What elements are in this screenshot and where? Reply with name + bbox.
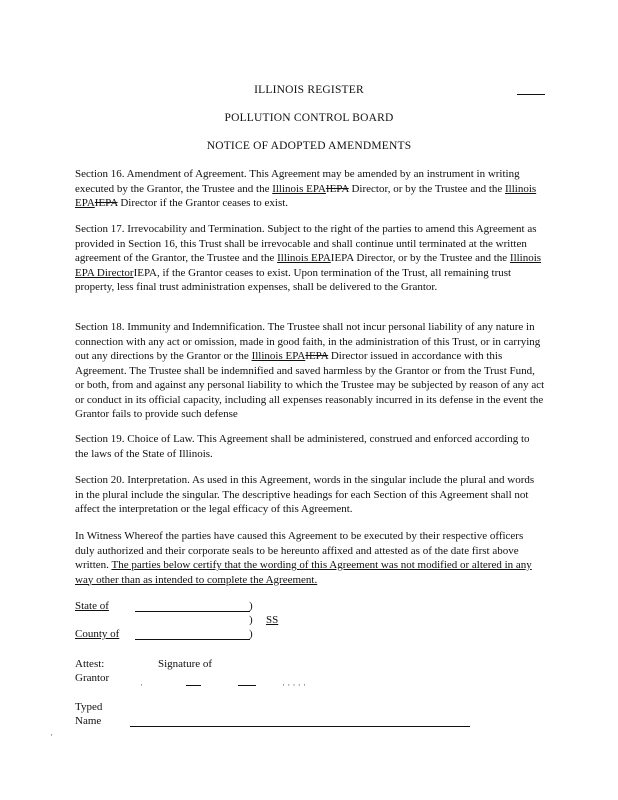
witness-clause: In Witness Whereof the parties have caused this Agreement to be executed by their respective officers duly authorized and their corporate seals to be hereunto affixed and attested as of the date first above written. The parties below certify that the wording of this Agreement was not modified or altered in any way other than as intended to complete the Agreement. xyxy=(75,530,532,586)
name-label: Name xyxy=(75,715,102,727)
margin-dot: · xyxy=(50,730,53,740)
brace-2: ) xyxy=(249,614,253,626)
section-18: Section 18. Immunity and Indemnification. The Trustee shall not incur personal liability of any nature in connection with any act or omission, made in good faith, in the administration of this Trust, or in carrying out any directions by the Grantor or the Illinois EPAIEPA Director issued in accordance with this Agreement. The Trustee shall be indemnified and saved harmless by the Grantor or from the Trust Fund, or both, from and against any personal liability to which the Trustee may be subjected by reason of any act or conduct in its official capacity, including all expenses reasonably incurred in its defense in the event the Grantor fails to provide such defense xyxy=(75,321,545,420)
state-of-label: State of xyxy=(75,600,109,612)
section-19: Section 19. Choice of Law. This Agreement shall be administered, construed and enforced according to the laws of the State of Illinois. xyxy=(75,433,530,460)
faint-dots: · · · · · xyxy=(282,680,306,690)
typed-name-input-line[interactable] xyxy=(130,726,470,727)
signature-mark-2 xyxy=(238,685,256,686)
section-16: Section 16. Amendment of Agreement. This Agreement may be amended by an instrument in writing executed by the Grantor, the Trustee and the Illinois EPAIEPA Director, or by the Trustee and the Illinois EPAIEPA Director if the Grantor ceases to exist. xyxy=(75,168,537,209)
signature-mark-1 xyxy=(186,685,201,686)
brace-1: ) xyxy=(249,600,253,612)
page-number-blank xyxy=(517,84,545,95)
faint-dot-1: · xyxy=(140,680,143,690)
register-title: ILLINOIS REGISTER xyxy=(254,84,364,96)
typed-label: Typed xyxy=(75,701,103,713)
section-17: Section 17. Irrevocability and Termination. Subject to the right of the parties to amend this Agreement as provided in Section 16, this Trust shall be irrevocable and shall continue until terminated at the written agreement of the Grantor, the Trustee and the Illinois EPAIEPA Director, or by the Trustee and the Illinois EPA DirectorIEPA, if the Grantor ceases to exist. Upon termination of the Trust, all remaining trust property, less final trust administration expenses, shall be delivered to the Grantor. xyxy=(75,223,542,293)
brace-3: ) xyxy=(249,628,253,640)
county-of-label: County of xyxy=(75,628,120,640)
grantor-label: Grantor xyxy=(75,672,110,684)
state-input-line[interactable] xyxy=(135,611,250,612)
notice-title: NOTICE OF ADOPTED AMENDMENTS xyxy=(206,140,412,152)
board-title: POLLUTION CONTROL BOARD xyxy=(224,112,394,124)
ss-label: SS xyxy=(266,614,279,626)
signature-of-label: Signature of xyxy=(158,658,213,670)
section-20: Section 20. Interpretation. As used in this Agreement, words in the singular include the plural and words in the plural include the singular. The descriptive headings for each Section of this Agreement shall not affect the interpretation or the legal efficacy of this Agreement. xyxy=(75,474,535,515)
county-input-line[interactable] xyxy=(135,639,250,640)
attest-label: Attest: xyxy=(75,658,105,670)
